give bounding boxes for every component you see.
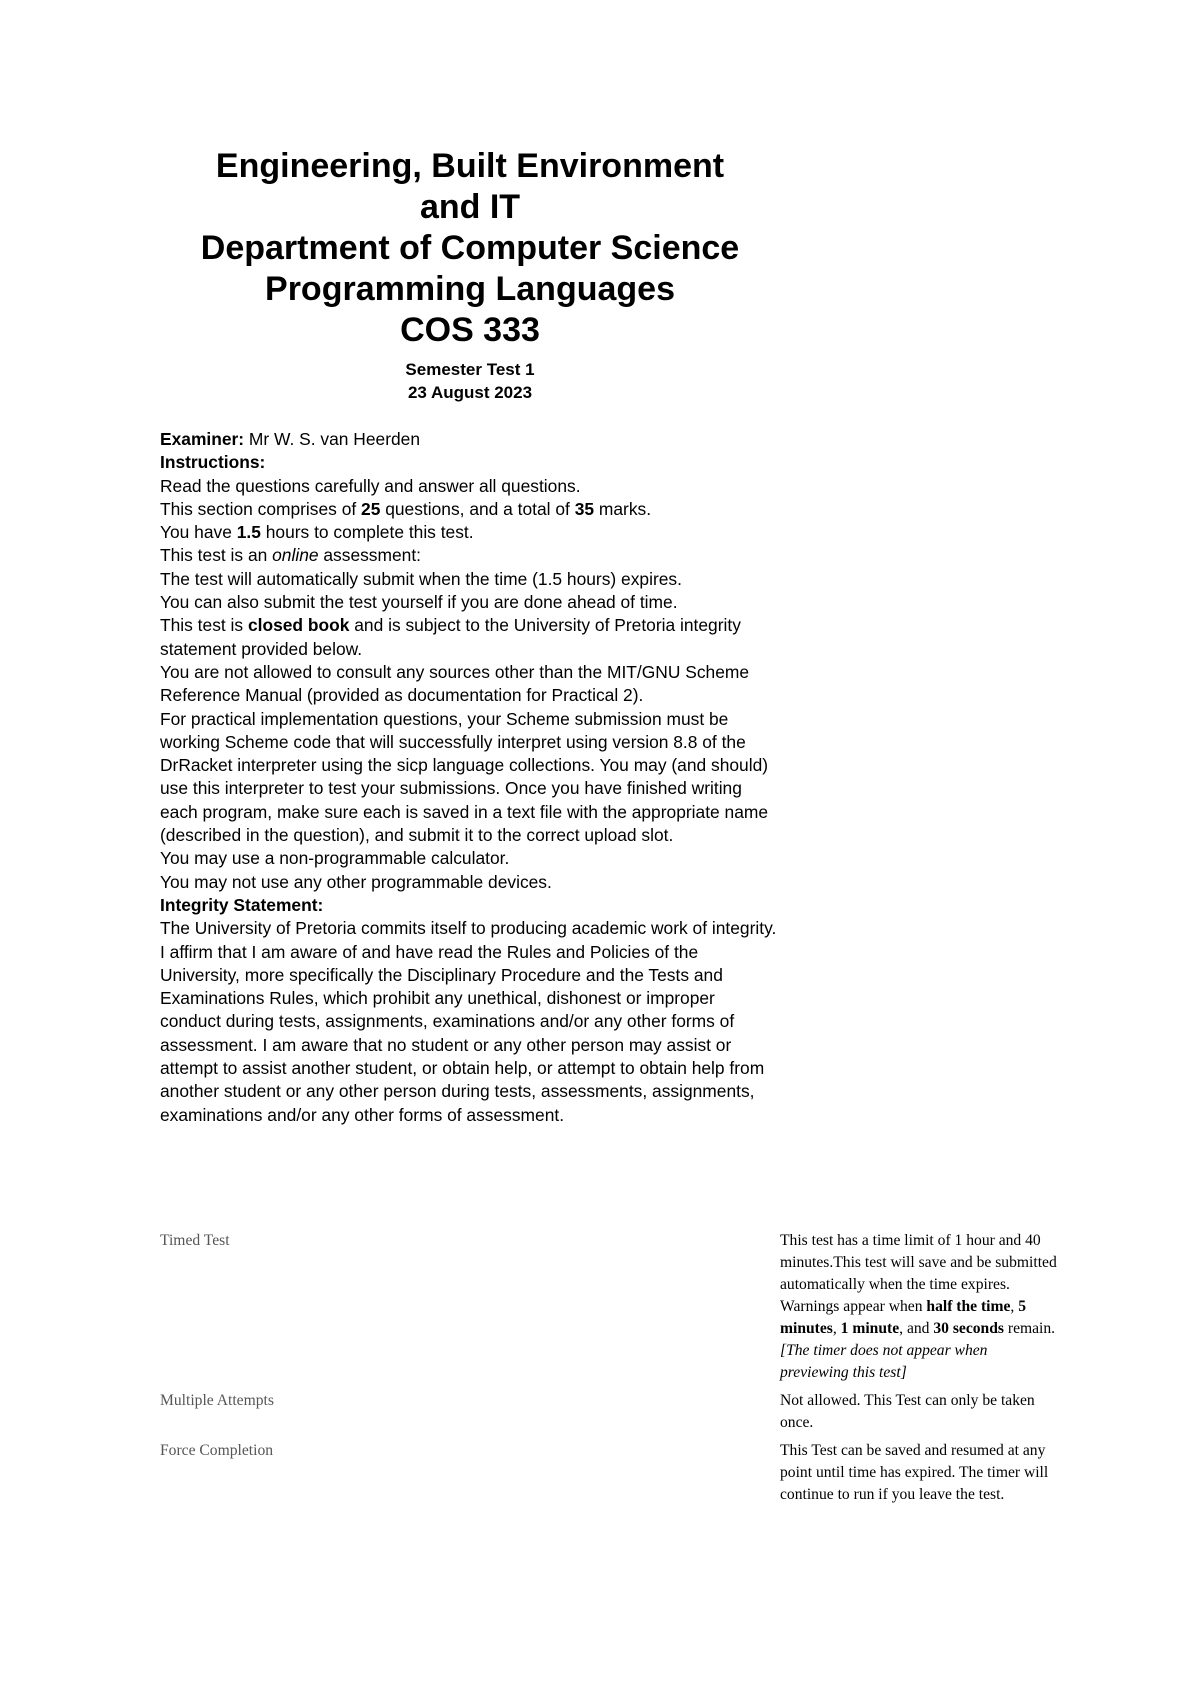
integrity-heading: Integrity Statement: (160, 894, 324, 915)
module-name: Programming Languages (265, 270, 675, 308)
text-span: This test is an (160, 545, 273, 566)
text-span: This test is (160, 615, 248, 636)
warning-time: 5 minutes (780, 1298, 1027, 1337)
multiple-attempts-description: Not allowed. This Test can only be taken once. (780, 1392, 1035, 1431)
timed-test-description (780, 1230, 1060, 1384)
test-name: Semester Test 1 (405, 360, 535, 379)
instruction-line: You may use a non-programmable calculator. (160, 848, 510, 869)
module-code: COS 333 (400, 311, 540, 349)
department-title: Department of Computer Science (200, 229, 740, 267)
examiner-line (160, 428, 780, 451)
timed-test-label: Timed Test (160, 1232, 230, 1249)
test-date: 23 August 2023 (407, 383, 533, 402)
instruction-line (160, 498, 780, 521)
online-emphasis: online (272, 545, 319, 566)
text-span: , (1010, 1298, 1019, 1315)
test-options (160, 1230, 1080, 1506)
timer-preview-note: [The timer does not appear when previewing this test] (780, 1342, 988, 1381)
title-block (100, 146, 840, 404)
text-span: assessment: (318, 545, 421, 566)
instruction-line (160, 614, 780, 661)
examiner-name: Mr W. S. van Heerden (244, 429, 420, 449)
force-completion-label: Force Completion (160, 1442, 274, 1459)
integrity-statement: The University of Pretoria commits itself to producing academic work of integrity. I affirm that I am aware of and have read the Rules and Policies of the University, more specifically the Disciplinary Procedure and the Tests and Examinations Rules, which prohibit any unethical, dishonest or improper conduct during tests, assignments, examinations and/or any other forms of assessment. I am aware that no student or any other person may assist or attempt to assist another student, or obtain help, or attempt to obtain help from another student or any other person during tests, assessments, assignments, examinations and/or any other forms of assessment. (160, 918, 777, 1125)
text-span: This section comprises of (160, 498, 362, 519)
faculty-title-line1: Engineering, Built Environment (215, 147, 725, 185)
text-span: , and (899, 1320, 934, 1337)
instruction-line (160, 544, 780, 567)
text-span: Warnings appear when (780, 1298, 927, 1315)
faculty-title-line2: and IT (419, 188, 521, 226)
option-row-force-completion (160, 1440, 1080, 1506)
instruction-line: You may not use any other programmable devices. (160, 871, 552, 892)
text-span: and is subject to the University of Pretoria integrity statement provided below. (160, 615, 741, 659)
text-span: remain. (1003, 1320, 1056, 1337)
question-count: 25 (361, 498, 381, 519)
instruction-line: For practical implementation questions, your Scheme submission must be working Scheme code that will successfully interpret using version 8.8 of the DrRacket interpreter using the sicp language collections. You may (and should) use this interpreter to test your submissions. Once you have finished writing each program, make sure each is saved in a text file with the appropriate name (described in the question), and submit it to the correct upload slot. (160, 708, 769, 846)
text-span: marks. (594, 498, 652, 519)
examiner-label: Examiner: (160, 429, 245, 449)
text-span: , (832, 1320, 841, 1337)
instruction-line: You can also submit the test yourself if you are done ahead of time. (160, 592, 678, 613)
text-span: hours to complete this test. (260, 522, 474, 543)
option-row-timed-test (160, 1230, 1080, 1384)
duration-hours: 1.5 (236, 522, 261, 543)
force-completion-description: This Test can be saved and resumed at any point until time has expired. The timer will continue to run if you leave the test. (780, 1442, 1049, 1503)
text-span: questions, and a total of (380, 498, 575, 519)
warning-time: 1 minute (840, 1320, 900, 1337)
instruction-line: You are not allowed to consult any sources other than the MIT/GNU Scheme Reference Manual (provided as documentation for Practical 2). (160, 661, 750, 706)
mark-total: 35 (574, 498, 595, 519)
warning-time: half the time (926, 1298, 1011, 1315)
instruction-line: Read the questions carefully and answer all questions. (160, 475, 581, 496)
instructions-heading: Instructions: (160, 452, 266, 473)
text-span: This test has a time limit of 1 hour and 40 minutes.This test will save and be submitted automatically when the time expires. (780, 1232, 1057, 1293)
closed-book-emphasis: closed book (247, 615, 350, 636)
multiple-attempts-label: Multiple Attempts (160, 1392, 274, 1409)
text-span: You have (160, 522, 237, 543)
warning-time: 30 seconds (933, 1320, 1004, 1337)
instruction-line (160, 521, 780, 544)
instruction-line: The test will automatically submit when the time (1.5 hours) expires. (160, 568, 682, 589)
instructions-body (160, 428, 780, 1127)
option-row-multiple-attempts (160, 1390, 1080, 1434)
